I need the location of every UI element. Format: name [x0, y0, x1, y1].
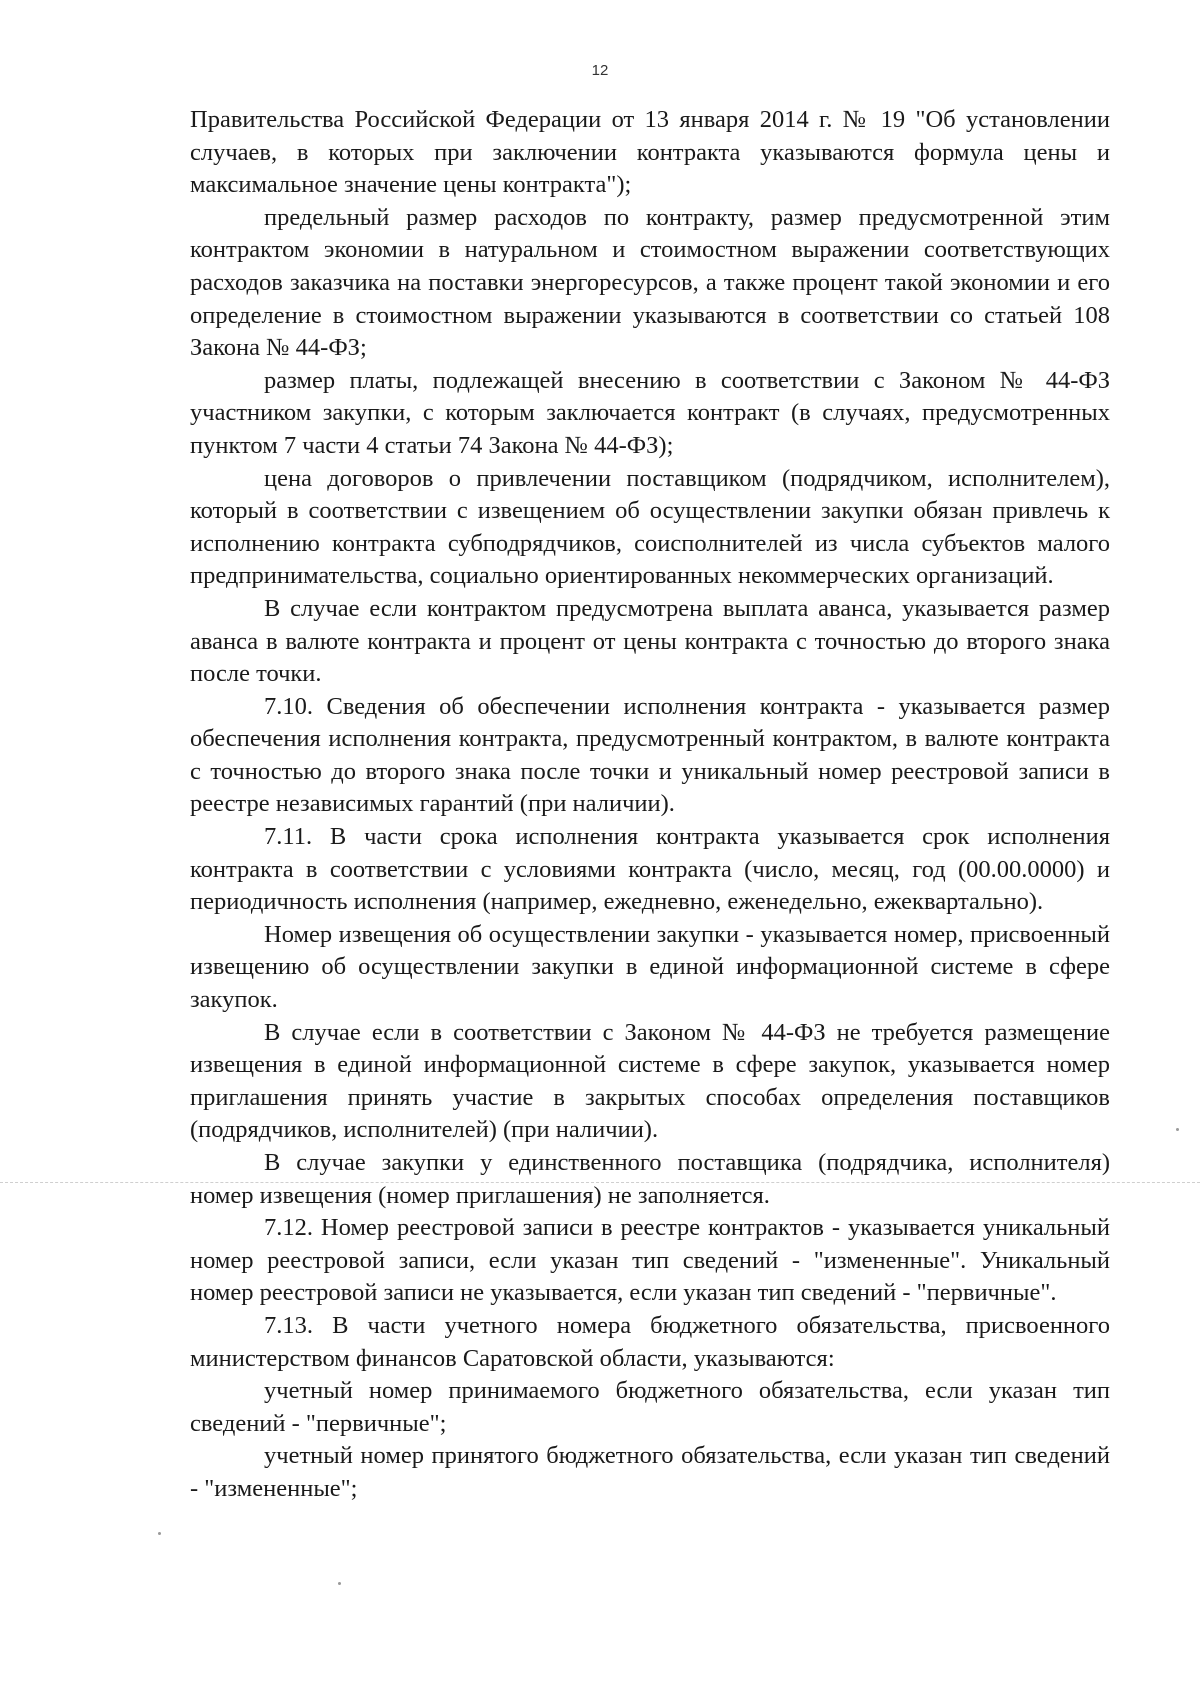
paragraph-8: В случае если в соответствии с Законом № 44-ФЗ не требуется размещение извещения в единой информационной системе в сфере закупок, указывается номер приглашения принять участие в закрытых способах определения поставщиков (подрядчиков, исполнителей) (при наличии).	[190, 1018, 1110, 1144]
paragraph-10: 7.12. Номер реестровой записи в реестре контрактов - указывается уникальный номер реестровой записи, если указан тип сведений - "измененные". Уникальный номер реестровой записи не указывается, если указан тип сведений - "первичные".	[190, 1214, 1110, 1307]
paragraph-0: Правительства Российской Федерации от 13 января 2014 г. № 19 "Об установлении случаев, в которых при заключении контракта указываются формула цены и максимальное значение цены контракта");	[190, 106, 1110, 199]
document-body	[190, 104, 1110, 1506]
paragraph-13: учетный номер принятого бюджетного обязательства, если указан тип сведений - "измененные";	[190, 1442, 1110, 1502]
paragraph-2: размер платы, подлежащей внесению в соответствии с Законом № 44-ФЗ участником закупки, с которым заключается контракт (в случаях, предусмотренных пунктом 7 части 4 статьи 74 Закона № 44-ФЗ);	[190, 366, 1110, 459]
paragraph-11: 7.13. В части учетного номера бюджетного обязательства, присвоенного министерством финансов Саратовской области, указываются:	[190, 1311, 1110, 1372]
paragraph-1: предельный размер расходов по контракту, размер предусмотренной этим контрактом экономии в натуральном и стоимостном выражении соответствующих расходов заказчика на поставки энергоресурсов, а также процент такой экономии и его определение в стоимостном выражении указываются в соответствии со статьей 108 Закона № 44-ФЗ;	[190, 203, 1110, 362]
paragraph-9: В случае закупки у единственного поставщика (подрядчика, исполнителя) номер извещения (номер приглашения) не заполняется.	[190, 1149, 1110, 1209]
paragraph-7: Номер извещения об осуществлении закупки - указывается номер, присвоенный извещению об осуществлении закупки в единой информационной системе в сфере закупок.	[190, 920, 1110, 1014]
scan-speck	[158, 1532, 161, 1535]
scan-speck	[1176, 1128, 1179, 1131]
scan-speck	[338, 1582, 341, 1585]
paragraph-12: учетный номер принимаемого бюджетного обязательства, если указан тип сведений - "первичные";	[190, 1377, 1110, 1437]
page-number: 12	[591, 62, 609, 79]
paragraph-5: 7.10. Сведения об обеспечении исполнения контракта - указывается размер обеспечения исполнения контракта, предусмотренный контрактом, в валюте контракта с точностью до второго знака после точки и уникальный номер реестровой записи в реестре независимых гарантий (при наличии).	[190, 692, 1110, 818]
paragraph-3: цена договоров о привлечении поставщиком (подрядчиком, исполнителем), который в соответствии с извещением об осуществлении закупки обязан привлечь к исполнению контракта субподрядчиков, соисполнителей из числа субъектов малого предпринимательства, социально ориентированных некоммерческих организаций.	[190, 464, 1110, 590]
scan-fold-line	[0, 1182, 1200, 1183]
paragraph-6: 7.11. В части срока исполнения контракта указывается срок исполнения контракта в соответствии с условиями контракта (число, месяц, год (00.00.0000) и периодичность исполнения (например, ежедневно, еженедельно, ежеквартально).	[190, 823, 1110, 916]
paragraph-4: В случае если контрактом предусмотрена выплата аванса, указывается размер аванса в валюте контракта и процент от цены контракта с точностью до второго знака после точки.	[190, 594, 1110, 688]
